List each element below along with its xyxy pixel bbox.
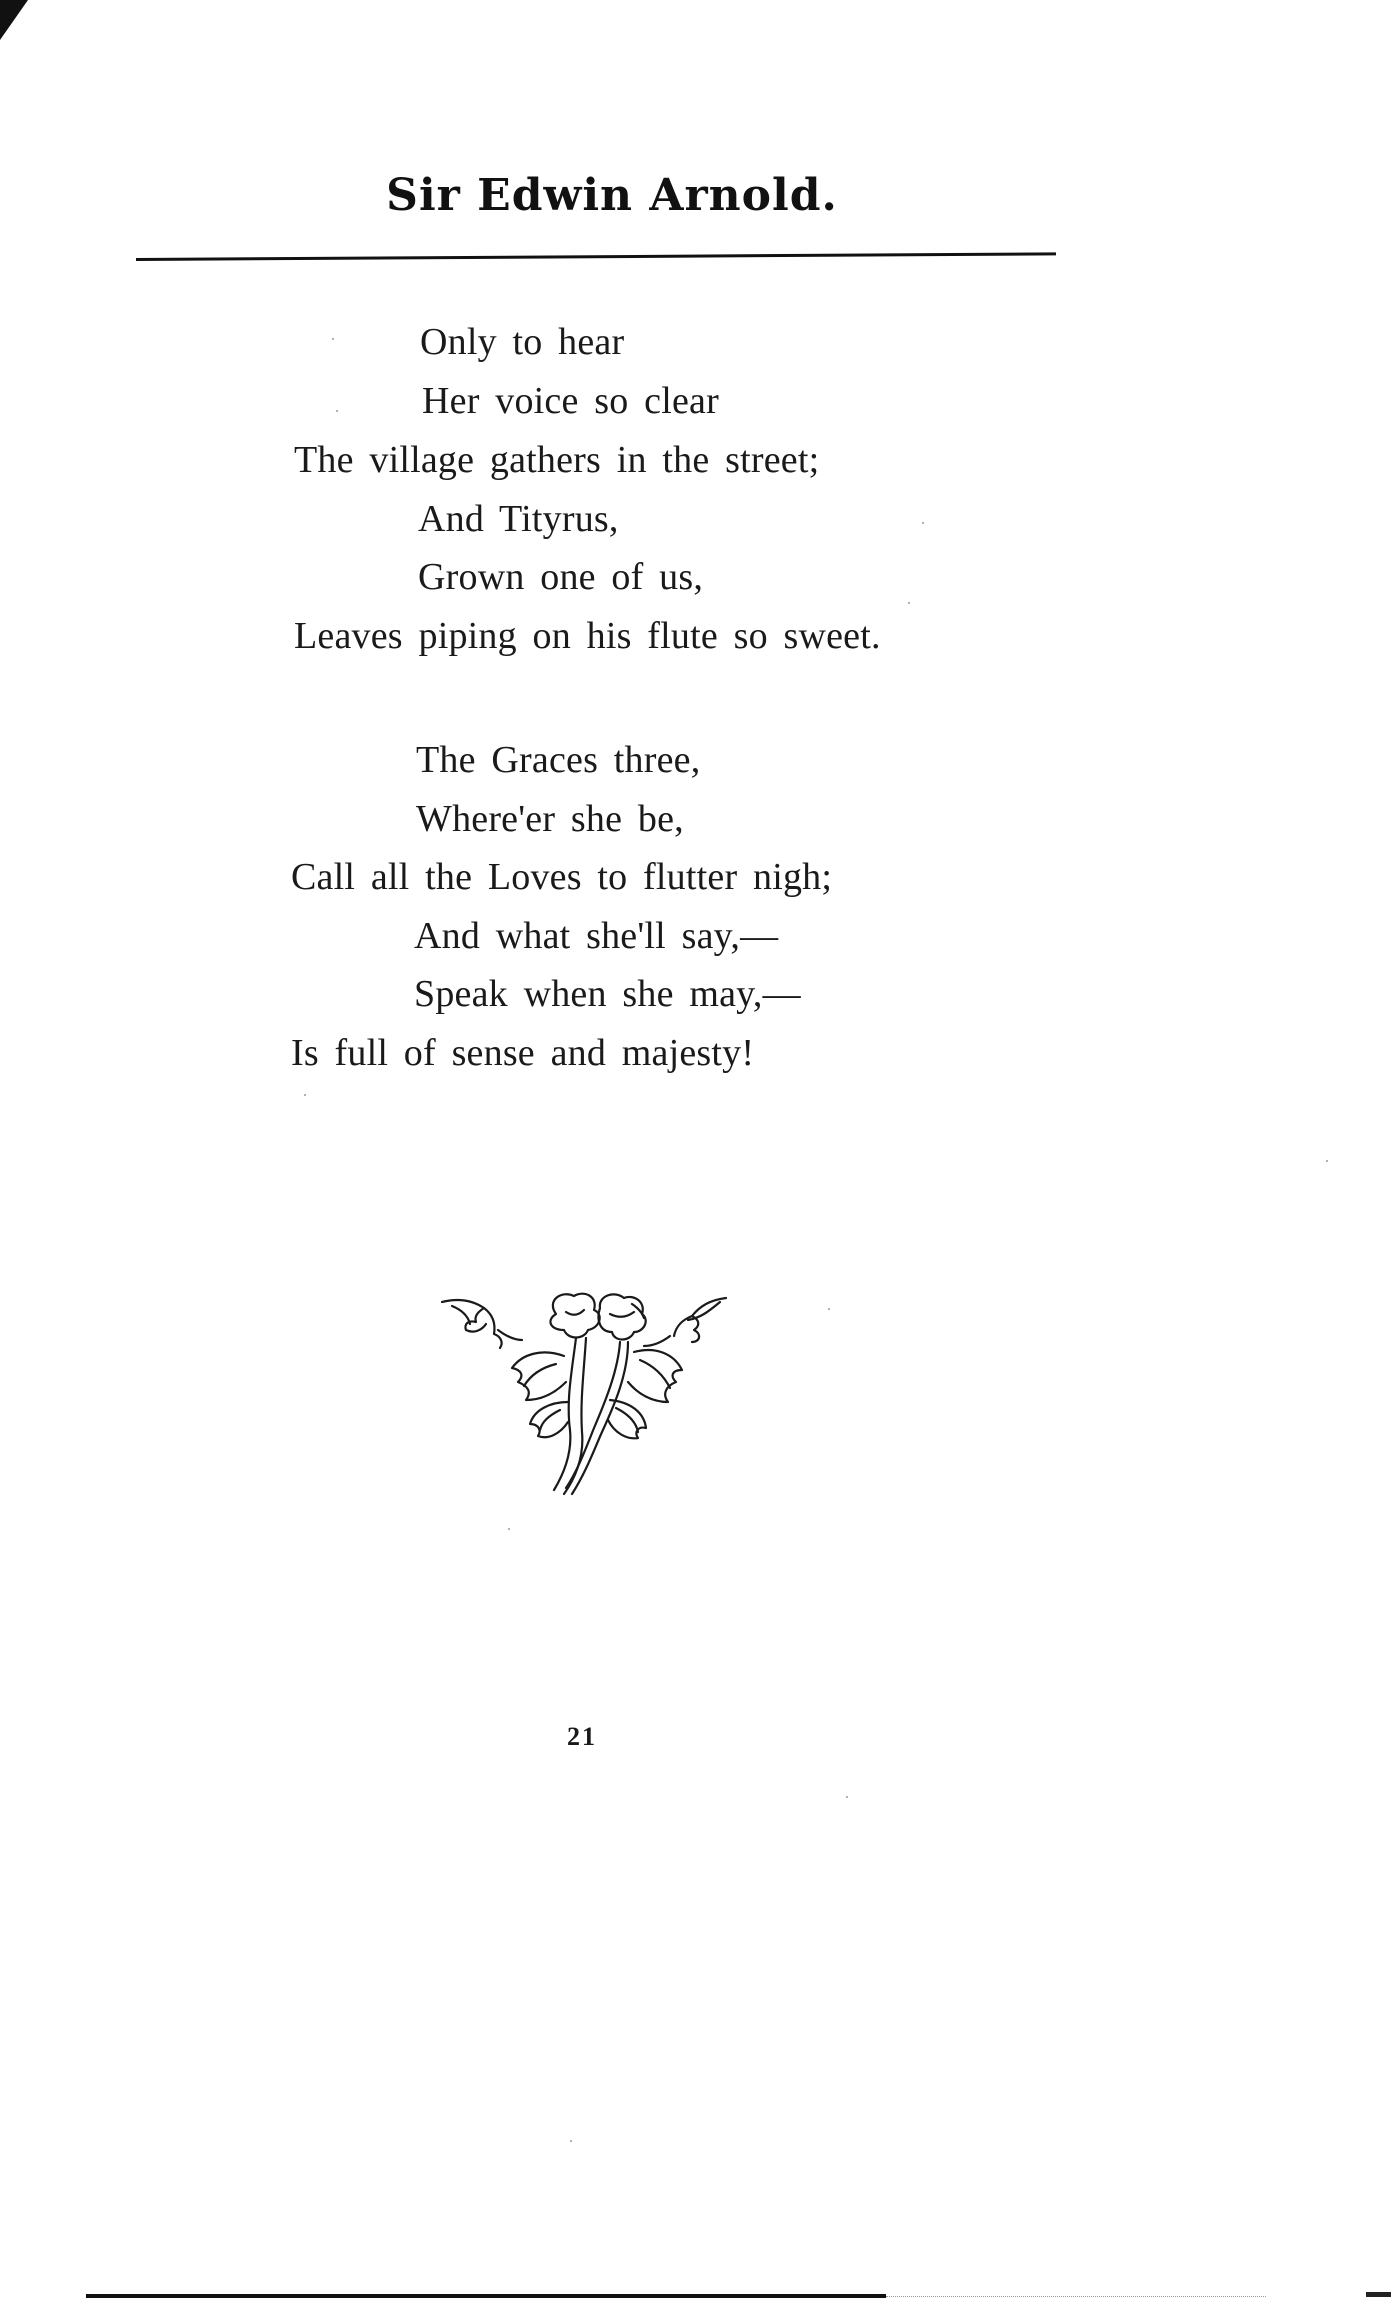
paper-speck	[908, 602, 910, 604]
paper-speck	[828, 1308, 830, 1310]
paper-speck	[922, 522, 924, 524]
poem-line: Grown one of us,	[418, 556, 704, 598]
poem-line: Her voice so clear	[422, 380, 719, 422]
page-number: 21	[567, 1722, 597, 1751]
poem-line: Speak when she may,—	[414, 973, 801, 1015]
bottom-rule	[86, 2294, 886, 2298]
paper-speck	[304, 1094, 306, 1096]
paper-speck	[570, 2140, 572, 2142]
poem-line: The Graces three,	[416, 739, 701, 781]
poem-line: Where'er she be,	[416, 798, 684, 840]
edge-mark	[1366, 2292, 1391, 2297]
paper-speck	[1326, 1160, 1328, 1162]
floral-tailpiece-icon	[438, 1290, 730, 1500]
page-corner-mark	[0, 0, 28, 40]
running-title: Sir Edwin Arnold.	[386, 170, 838, 221]
poem-line: Is full of sense and majesty!	[291, 1032, 755, 1074]
paper-speck	[846, 1796, 848, 1798]
poem-line: Call all the Loves to flutter nigh;	[291, 856, 833, 898]
paper-speck	[336, 410, 338, 412]
paper-speck	[332, 338, 334, 340]
poem-line: The village gathers in the street;	[294, 439, 820, 481]
paper-speck	[508, 1528, 510, 1530]
bottom-rule-faint	[886, 2296, 1266, 2297]
poem-line: Only to hear	[420, 321, 625, 363]
poem-line: And Tityrus,	[418, 498, 619, 540]
header-rule	[136, 252, 1056, 261]
poem-line: And what she'll say,—	[414, 915, 779, 957]
poem-line: Leaves piping on his flute so sweet.	[294, 615, 881, 657]
